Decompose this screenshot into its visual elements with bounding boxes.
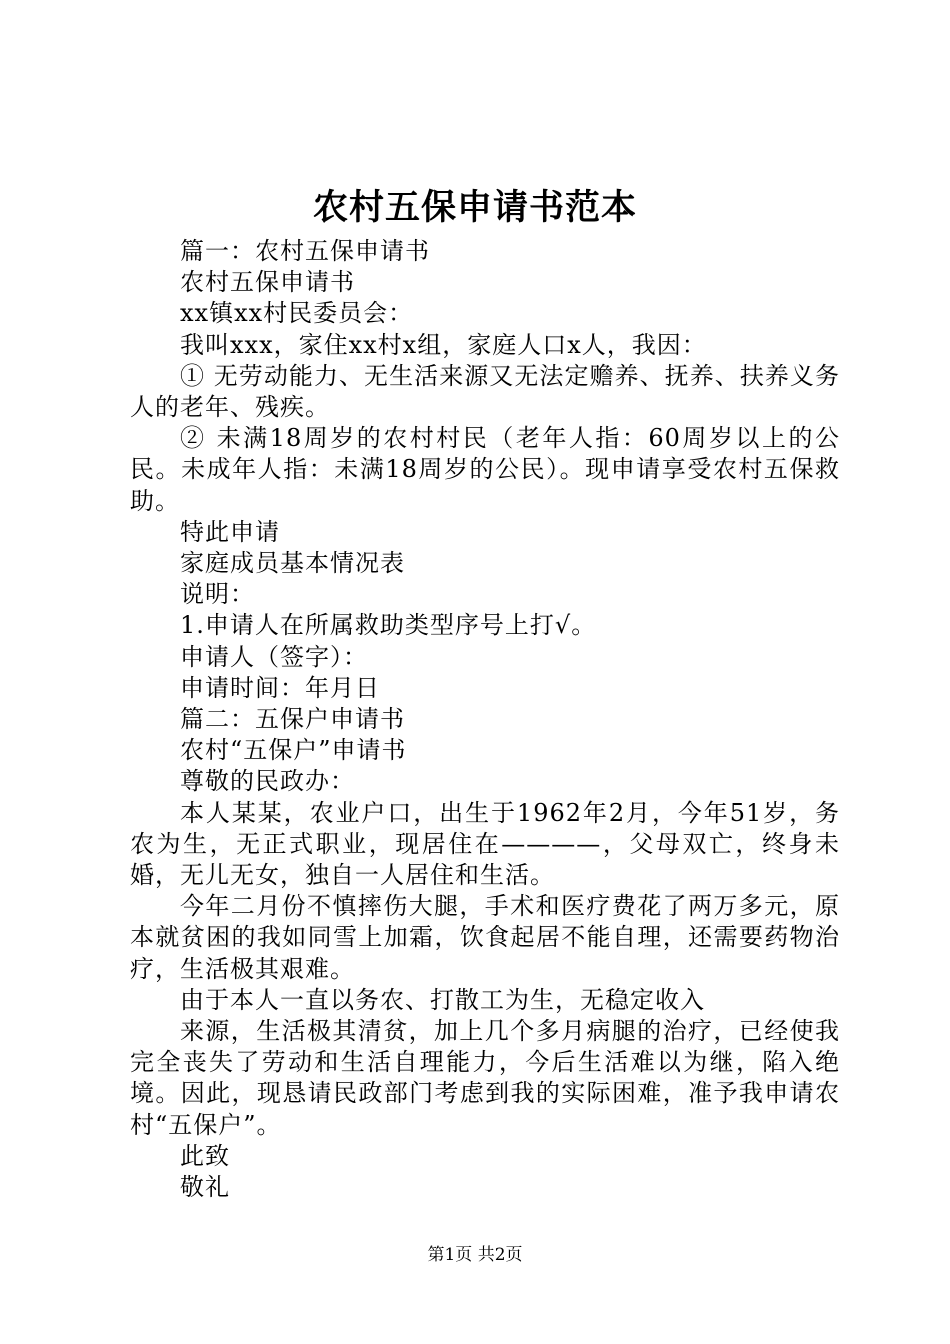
paragraph: 敬礼 <box>180 1173 230 1202</box>
paragraph: 特此申请 <box>180 517 280 546</box>
paragraph: 说明： <box>180 580 255 609</box>
paragraph: 由于本人一直以务农、打散工为生，无稳定收入 <box>180 985 705 1014</box>
paragraph: 1.申请人在所属救助类型序号上打√。 <box>180 611 597 640</box>
paragraph: ① 无劳动能力、无生活来源又无法定赡养、抚养、扶养义务人的老年、残疾。 <box>130 361 840 422</box>
paragraph: 农村“五保户”申请书 <box>180 736 407 765</box>
paragraph: ② 未满18周岁的农村村民（老年人指：60周岁以上的公民。未成年人指：未满18周岁的公民）。现申请享受农村五保救助。 <box>130 424 840 515</box>
paragraph: 此致 <box>180 1141 230 1170</box>
paragraph: 申请时间：年月日 <box>180 673 380 702</box>
paragraph: 篇二：五保户申请书 <box>180 705 405 734</box>
paragraph: 篇一：农村五保申请书 <box>180 237 430 265</box>
paragraph: 申请人（签字）： <box>180 642 368 671</box>
paragraph: 尊敬的民政办： <box>180 767 355 796</box>
paragraph: 农村五保申请书 <box>180 268 355 297</box>
paragraph: 我叫xxx，家住xx村x组，家庭人口x人，我因： <box>180 330 707 359</box>
paragraph: xx镇xx村民委员会： <box>180 299 414 328</box>
page-footer: 第1页 共2页 <box>427 1245 523 1265</box>
document-title: 农村五保申请书范本 <box>312 187 637 228</box>
paragraph: 家庭成员基本情况表 <box>180 549 405 578</box>
document-body <box>130 236 840 1203</box>
paragraph: 本人某某，农业户口，出生于1962年2月，今年51岁，务农为生，无正式职业，现居住在————，父母双亡，终身未婚，无儿无女，独自一人居住和生活。 <box>130 798 840 890</box>
paragraph: 来源，生活极其清贫，加上几个多月病腿的治疗，已经使我完全丧失了劳动和生活自理能力，今后生活难以为继，陷入绝境。因此，现恳请民政部门考虑到我的实际困难，准予我申请农村“五保户”。 <box>130 1017 840 1139</box>
paragraph: 今年二月份不慎摔伤大腿，手术和医疗费花了两万多元，原本就贫困的我如同雪上加霜，饮食起居不能自理，还需要药物治疗，生活极其艰难。 <box>130 892 840 983</box>
